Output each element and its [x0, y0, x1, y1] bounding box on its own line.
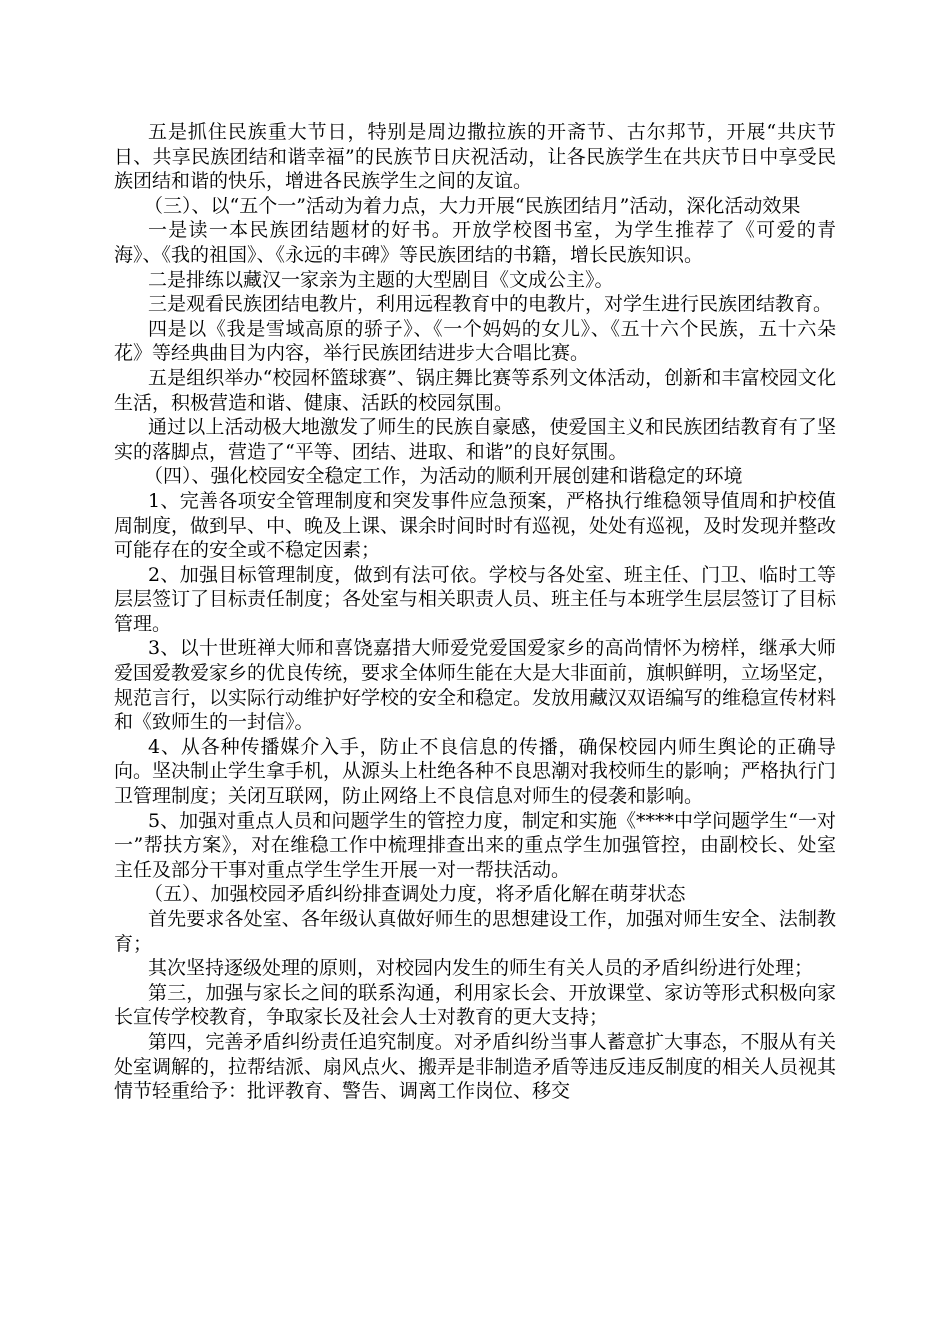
paragraph-first: 首先要求各处室、各年级认真做好师生的思想建设工作，加强对师生安全、法制教育；: [114, 908, 836, 955]
paragraph-read-book: 一是读一本民族团结题材的好书。开放学校图书室，为学生推荐了《可爱的青海》、《我的祖国》、《永远的丰碑》等民族团结的书籍，增长民族知识。: [114, 219, 836, 266]
paragraph-drama: 二是排练以藏汉一家亲为主题的大型剧目《文成公主》。: [148, 268, 614, 291]
paragraph-item-5: 5、加强对重点人员和问题学生的管控力度，制定和实施《****中学问题学生“一对一”帮扶方案》，对在维稳工作中梳理排查出来的重点学生加强管控，由副校长、处室主任及部分干事对重点学生学生开展一对一帮扶活动。: [114, 809, 836, 881]
document-page: [114, 120, 836, 1104]
paragraph-item-2: 2、加强目标管理制度，做到有法可依。学校与各处室、班主任、门卫、临时工等层层签订了目标责任制度；各处室与相关职责人员、班主任与本班学生层层签订了目标管理。: [114, 563, 837, 635]
paragraph-item-3: 3、以十世班禅大师和喜饶嘉措大师爱党爱国爱家乡的高尚情怀为榜样，继承大师爱国爱教爱家乡的优良传统，要求全体师生能在大是大非面前，旗帜鲜明，立场坚定，规范言行，以实际行动维护好学校的安全和稳定。发放用藏汉双语编写的维稳宣传材料和《致师生的一封信》。: [114, 637, 837, 734]
paragraph-third: 第三，加强与家长之间的联系沟通，利用家长会、开放课堂、家访等形式积极向家长宣传学校教育，争取家长及社会人士对教育的更大支持；: [114, 981, 836, 1029]
paragraph-second: 其次坚持逐级处理的原则，对校园内发生的师生有关人员的矛盾纠纷进行处理；: [148, 957, 814, 980]
paragraph-festival: 五是抓住民族重大节日，特别是周边撒拉族的开斋节、古尔邦节，开展“共庆节日、共享民族团结和谐幸福”的民族节日庆祝活动，让各民族学生在共庆节日中享受民族团结和谐的快乐，增进各民族学生之间的友谊。: [114, 121, 836, 193]
section-heading-5: （五）、加强校园矛盾纠纷排查调处力度，将矛盾化解在萌芽状态: [144, 883, 686, 906]
section-heading-4: （四）、强化校园安全稳定工作，为活动的顺利开展创建和谐稳定的环境: [144, 465, 743, 488]
paragraph-summary: 通过以上活动极大地激发了师生的民族自豪感，使爱国主义和民族团结教育有了坚实的落脚点，营造了“平等、团结、进取、和谐”的良好氛围。: [114, 416, 836, 463]
section-heading-3: （三）、以“五个一”活动为着力点，大力开展“民族团结月”活动，深化活动效果: [144, 194, 801, 217]
paragraph-fourth: 第四，完善矛盾纠纷责任追究制度。对矛盾纠纷当事人蓄意扩大事态，不服从有关处室调解的，拉帮结派、扇风点火、搬弄是非制造矛盾等违反违反制度的相关人员视其情节轻重给予：批评教育、警告、调离工作岗位、移交: [114, 1030, 837, 1103]
paragraph-chorus: 四是以《我是雪域高原的骄子》、《一个妈妈的女儿》、《五十六个民族，五十六朵花》等经典曲目为内容，举行民族团结进步大合唱比赛。: [114, 317, 836, 365]
paragraph-item-1: 1、完善各项安全管理制度和突发事件应急预案，严格执行维稳领导值周和护校值周制度，做到早、中、晚及上课、课余时间时时有巡视，处处有巡视，及时发现并整改可能存在的安全或不稳定因素；: [114, 489, 837, 562]
paragraph-item-4: 4、从各种传播媒介入手，防止不良信息的传播，确保校园内师生舆论的正确导向。坚决制止学生拿手机，从源头上杜绝各种不良思潮对我校师生的影响；严格执行门卫管理制度；关闭互联网，防止网络上不良信息对师生的侵袭和影响。: [114, 735, 837, 808]
paragraph-film: 三是观看民族团结电教片，利用远程教育中的电教片，对学生进行民族团结教育。: [148, 293, 833, 316]
paragraph-sports: 五是组织举办“校园杯篮球赛”、锅庄舞比赛等系列文体活动，创新和丰富校园文化生活，积极营造和谐、健康、活跃的校园氛围。: [114, 366, 836, 414]
